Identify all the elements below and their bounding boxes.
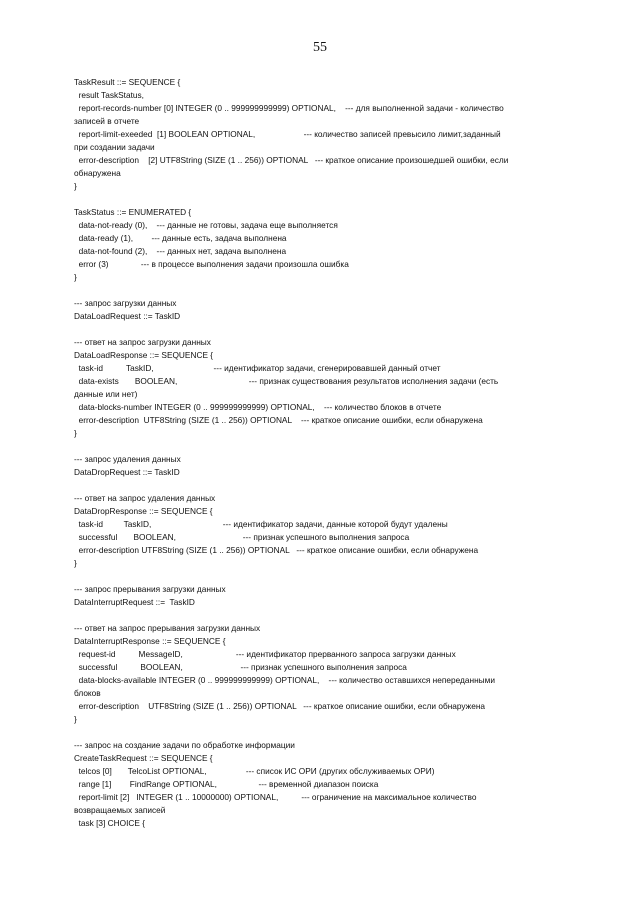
text-line: error-description UTF8String (SIZE (1 .. 256)) OPTIONAL --- краткое описание ошибки, если обнаружена: [74, 415, 483, 425]
text-line: --- запрос на создание задачи по обработке информации: [74, 740, 295, 750]
text-line: данные или нет): [74, 389, 138, 399]
text-line: DataLoadRequest ::= TaskID: [74, 311, 181, 321]
text-line: result TaskStatus,: [74, 90, 144, 100]
text-line: data-blocks-available INTEGER (0 .. 999999999999) OPTIONAL, --- количество оставшихся непереданными: [74, 675, 495, 685]
text-line: error-description [2] UTF8String (SIZE (1 .. 256)) OPTIONAL --- краткое описание произошедшей ошибки, если: [74, 155, 509, 165]
text-line: --- ответ на запрос удаления данных: [74, 493, 216, 503]
text-line: data-not-ready (0), --- данные не готовы, задача еще выполняется: [74, 220, 338, 230]
text-line: блоков: [74, 688, 101, 698]
text-block: [74, 76, 594, 193]
text-line: TaskResult ::= SEQUENCE {: [74, 77, 181, 87]
text-line: successful BOOLEAN, --- признак успешного выполнения запроса: [74, 532, 410, 542]
document-body: [74, 76, 594, 830]
text-line: data-ready (1), --- данные есть, задача выполнена: [74, 233, 287, 243]
text-line: --- запрос прерывания загрузки данных: [74, 584, 226, 594]
block-spacer: [74, 440, 594, 453]
text-line: DataLoadResponse ::= SEQUENCE {: [74, 350, 214, 360]
text-block: [74, 622, 594, 726]
text-line: CreateTaskRequest ::= SEQUENCE {: [74, 753, 213, 763]
text-block: [74, 206, 594, 284]
block-spacer: [74, 609, 594, 622]
text-line: data-exists BOOLEAN, --- признак существования результатов исполнения задачи (есть: [74, 376, 499, 386]
text-line: DataDropRequest ::= TaskID: [74, 467, 180, 477]
text-line: }: [74, 558, 77, 568]
text-line: telcos [0] TelcoList OPTIONAL, --- список ИС ОРИ (других обслуживаемых ОРИ): [74, 766, 435, 776]
text-line: DataDropResponse ::= SEQUENCE {: [74, 506, 213, 516]
text-block: [74, 453, 594, 479]
text-line: error (3) --- в процессе выполнения задачи произошла ошибка: [74, 259, 349, 269]
text-line: range [1] FindRange OPTIONAL, --- временной диапазон поиска: [74, 779, 379, 789]
block-spacer: [74, 193, 594, 206]
block-spacer: [74, 323, 594, 336]
text-line: }: [74, 428, 77, 438]
text-block: [74, 583, 594, 609]
text-line: report-limit-exeeded [1] BOOLEAN OPTIONAL, --- количество записей превысило лимит,заданный: [74, 129, 501, 139]
text-block: [74, 492, 594, 570]
text-line: successful BOOLEAN, --- признак успешного выполнения запроса: [74, 662, 407, 672]
text-line: }: [74, 181, 77, 191]
text-block: [74, 739, 594, 830]
text-line: записей в отчете: [74, 116, 140, 126]
text-line: --- ответ на запрос прерывания загрузки данных: [74, 623, 261, 633]
text-line: возвращаемых записей: [74, 805, 166, 815]
block-spacer: [74, 570, 594, 583]
text-line: TaskStatus ::= ENUMERATED {: [74, 207, 192, 217]
text-line: DataInterruptResponse ::= SEQUENCE {: [74, 636, 226, 646]
text-line: error-description UTF8String (SIZE (1 .. 256)) OPTIONAL --- краткое описание ошибки, если обнаружена: [74, 701, 486, 711]
text-line: report-records-number [0] INTEGER (0 .. 999999999999) OPTIONAL, --- для выполненной задачи - количество: [74, 103, 504, 113]
text-line: data-blocks-number INTEGER (0 .. 999999999999) OPTIONAL, --- количество блоков в отчете: [74, 402, 442, 412]
text-line: task [3] CHOICE {: [74, 818, 146, 828]
text-line: --- ответ на запрос загрузки данных: [74, 337, 211, 347]
text-line: DataInterruptRequest ::= TaskID: [74, 597, 195, 607]
block-spacer: [74, 479, 594, 492]
block-spacer: [74, 284, 594, 297]
text-line: data-not-found (2), --- данных нет, задача выполнена: [74, 246, 287, 256]
text-block: [74, 336, 594, 440]
text-block: [74, 297, 594, 323]
text-line: request-id MessageID, --- идентификатор прерванного запроса загрузки данных: [74, 649, 456, 659]
text-line: --- запрос загрузки данных: [74, 298, 177, 308]
text-line: report-limit [2] INTEGER (1 .. 10000000) OPTIONAL, --- ограничение на максимальное количество: [74, 792, 477, 802]
text-line: task-id TaskID, --- идентификатор задачи, данные которой будут удалены: [74, 519, 448, 529]
text-line: --- запрос удаления данных: [74, 454, 181, 464]
text-line: }: [74, 714, 77, 724]
text-line: обнаружена: [74, 168, 121, 178]
text-line: }: [74, 272, 77, 282]
page-number: 55: [313, 40, 327, 55]
text-line: error-description UTF8String (SIZE (1 .. 256)) OPTIONAL --- краткое описание ошибки, если обнаружена: [74, 545, 479, 555]
block-spacer: [74, 726, 594, 739]
text-line: при создании задачи: [74, 142, 155, 152]
text-line: task-id TaskID, --- идентификатор задачи, сгенерировавшей данный отчет: [74, 363, 441, 373]
